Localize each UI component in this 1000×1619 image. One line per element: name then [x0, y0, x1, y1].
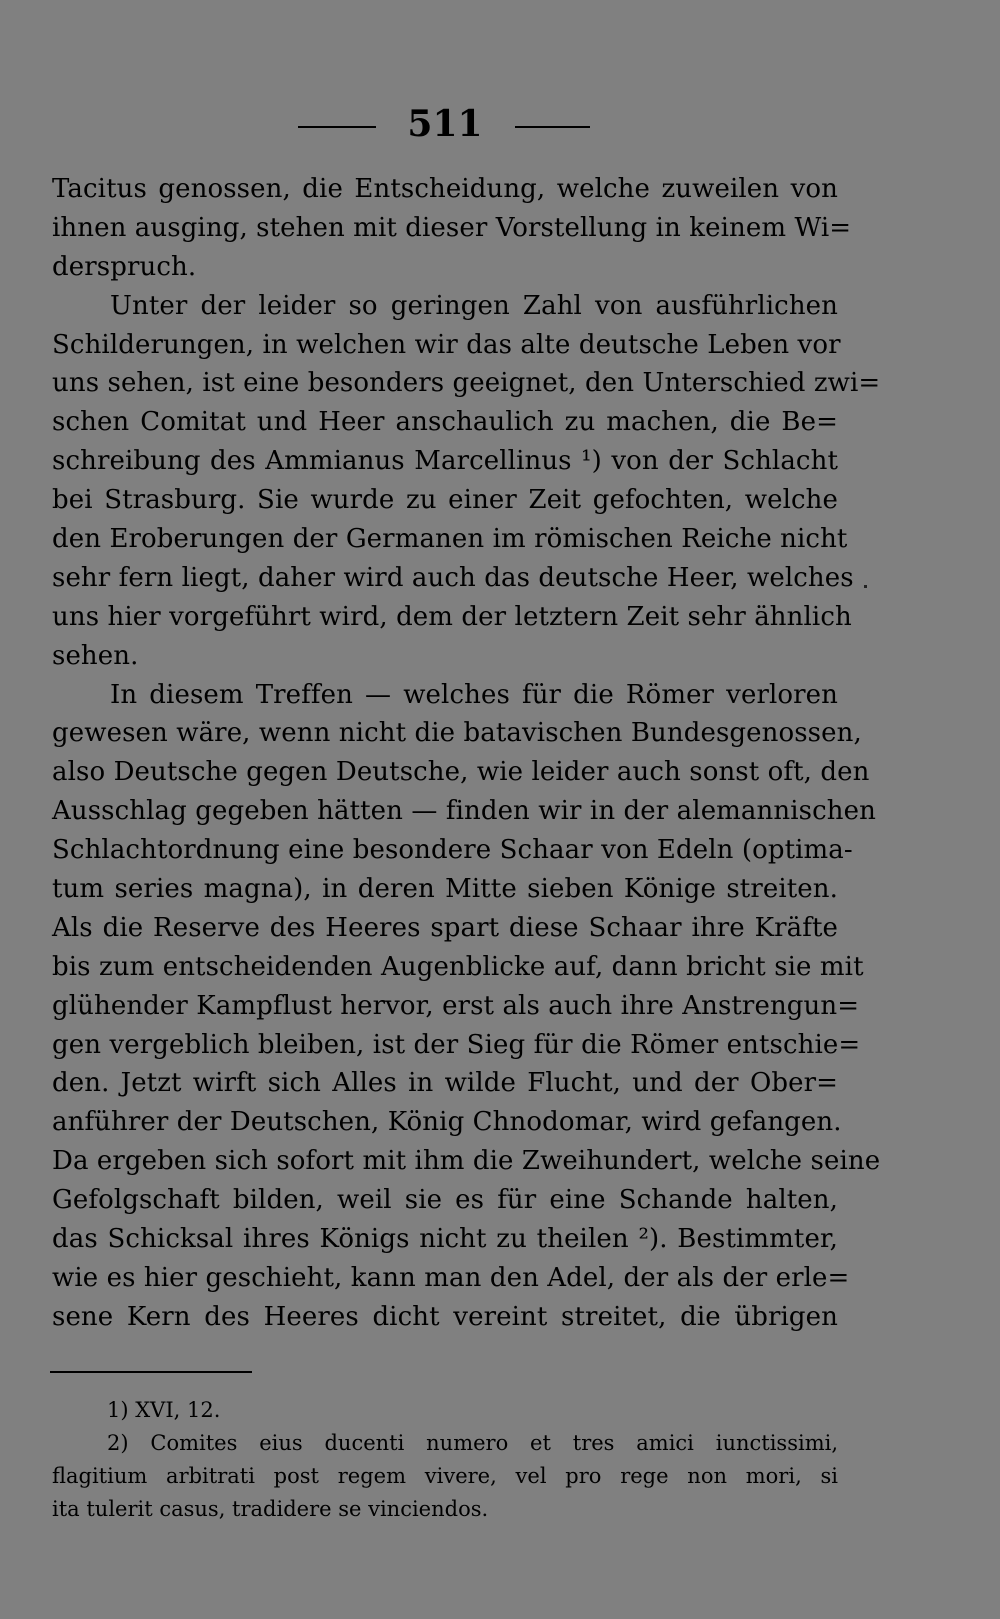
text-line: Gefolgschaft bilden, weil sie es für eine Schande halten,: [52, 1185, 838, 1216]
page-header: [0, 100, 1000, 148]
text-line: wie es hier geschieht, kann man den Adel, der als der erle=: [52, 1262, 850, 1293]
text-line: ihnen ausging, stehen mit dieser Vorstellung in keinem Wi=: [52, 212, 852, 243]
footnote-line: 2) Comites eius ducenti numero et tres amici iunctissimi,: [107, 1431, 838, 1455]
text-line: uns hier vorgeführt wird, dem der letztern Zeit sehr ähnlich: [52, 601, 852, 632]
text-line: sehen.: [52, 640, 139, 671]
text-line: Schlachtordnung eine besondere Schaar von Edeln (optima-: [52, 835, 853, 866]
text-line: Da ergeben sich sofort mit ihm die Zweihundert, welche seine: [52, 1146, 881, 1177]
footnote-line: flagitium arbitrati post regem vivere, vel pro rege non mori, si: [52, 1464, 838, 1488]
footnote-line: ita tulerit casus, tradidere se vinciendos.: [52, 1497, 489, 1521]
text-line: das Schicksal ihres Königs nicht zu theilen ²). Bestimmter,: [52, 1224, 838, 1255]
footnote-rule: [50, 1371, 252, 1373]
text-line: Ausschlag gegeben hätten — finden wir in der alemannischen: [52, 796, 876, 827]
margin-speck: [864, 585, 867, 588]
text-line: schen Comitat und Heer anschaulich zu machen, die Be=: [52, 407, 838, 438]
text-line: sene Kern des Heeres dicht vereint streitet, die übrigen: [52, 1301, 838, 1332]
text-line: schreibung des Ammianus Marcellinus ¹) von der Schlacht: [52, 446, 838, 477]
text-line: Schilderungen, in welchen wir das alte deutsche Leben vor: [52, 329, 841, 360]
text-line: In diesem Treffen — welches für die Römer verloren: [110, 679, 838, 710]
header-rule-right: [515, 126, 590, 128]
text-line: Unter der leider so geringen Zahl von ausführlichen: [110, 290, 838, 321]
text-line: gewesen wäre, wenn nicht die batavischen Bundesgenossen,: [52, 718, 862, 749]
text-line: sehr fern liegt, daher wird auch das deutsche Heer, welches: [52, 562, 854, 593]
text-line: Tacitus genossen, die Entscheidung, welche zuweilen von: [52, 174, 838, 204]
text-line: den. Jetzt wirft sich Alles in wilde Flucht, und der Ober=: [52, 1068, 838, 1099]
text-line: derspruch.: [52, 251, 197, 282]
text-line: den Eroberungen der Germanen im römischen Reiche nicht: [52, 524, 848, 555]
page-number: 511: [407, 103, 483, 145]
text-line: uns sehen, ist eine besonders geeignet, den Unterschied zwi=: [52, 368, 881, 399]
text-line: anführer der Deutschen, König Chnodomar, wird gefangen.: [52, 1107, 842, 1138]
footnotes: [52, 1394, 838, 1526]
header-rule-left: [298, 126, 376, 128]
text-line: Als die Reserve des Heeres spart diese Schaar ihre Kräfte: [52, 912, 838, 943]
text-line: gen vergeblich bleiben, ist der Sieg für die Römer entschie=: [52, 1029, 861, 1060]
text-line: bei Strasburg. Sie wurde zu einer Zeit gefochten, welche: [52, 485, 838, 516]
text-line: also Deutsche gegen Deutsche, wie leider auch sonst oft, den: [52, 757, 870, 788]
text-line: tum series magna), in deren Mitte sieben Könige streiten.: [52, 874, 838, 905]
text-line: glühender Kampflust hervor, erst als auch ihre Anstrengun=: [52, 990, 860, 1021]
text-line: bis zum entscheidenden Augenblicke auf, dann bricht sie mit: [52, 951, 864, 982]
footnote-line: 1) XVI, 12.: [107, 1398, 221, 1422]
body-text: [52, 170, 881, 1337]
